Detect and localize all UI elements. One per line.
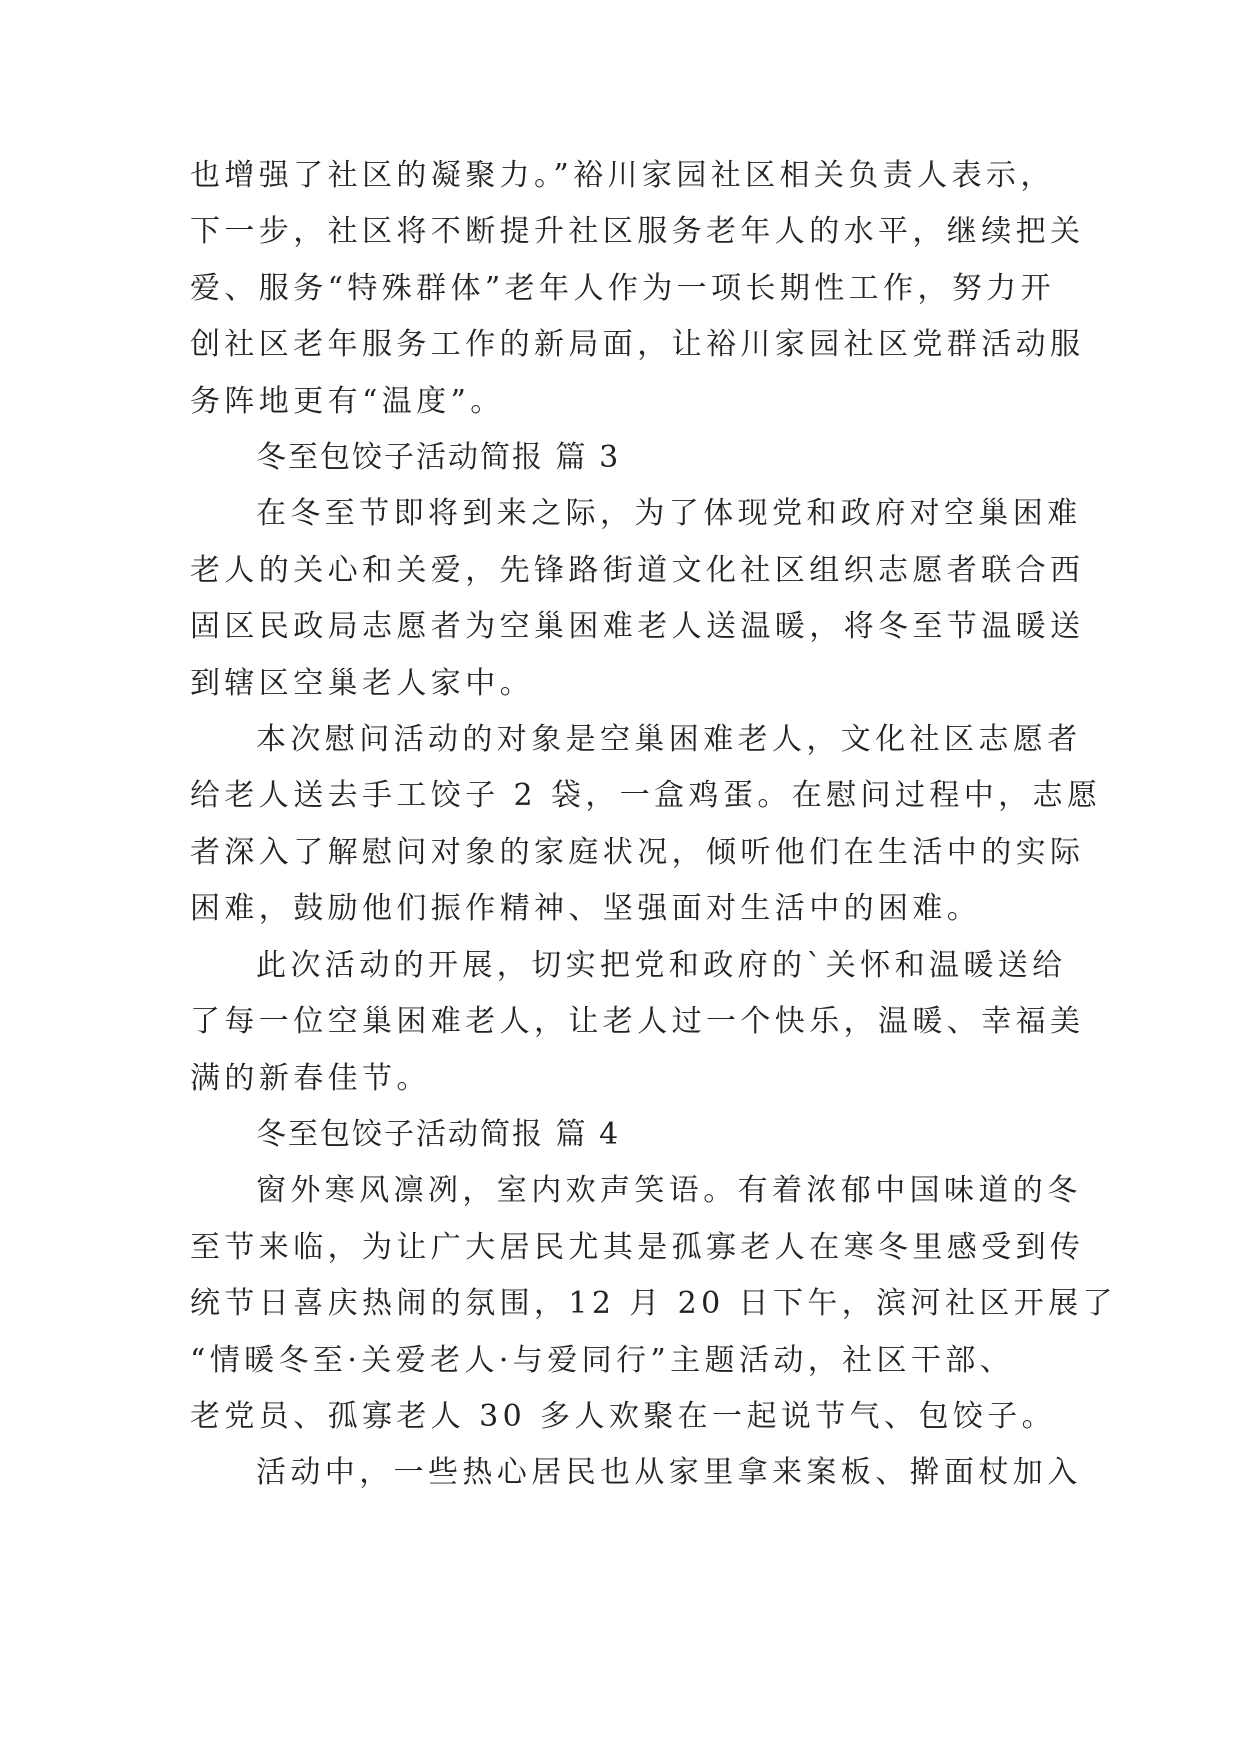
paragraph-line: 下一步，社区将不断提升社区服务老年人的水平，继续把关 xyxy=(190,214,1085,250)
body-paragraph xyxy=(190,712,1102,938)
paragraph-line: 固区民政局志愿者为空巢困难老人送温暖，将冬至节温暖送 xyxy=(190,609,1085,645)
paragraph-line: 者深入了解慰问对象的家庭状况，倾听他们在生活中的实际 xyxy=(190,834,1085,870)
paragraph-line: 了每一位空巢困难老人，让老人过一个快乐，温暖、幸福美 xyxy=(190,1004,1085,1040)
section-heading: 冬至包饺子活动简报 篇 4 xyxy=(256,1116,621,1152)
paragraph-line: 爱、服务“特殊群体”老年人作为一项长期性工作，努力开 xyxy=(190,270,1056,306)
paragraph-line: 此次活动的开展，切实把党和政府的`关怀和温暖送给 xyxy=(256,947,1067,983)
body-paragraph xyxy=(190,938,1085,1107)
paragraph-line: 创社区老年服务工作的新局面，让裕川家园社区党群活动服 xyxy=(190,327,1085,363)
paragraph-line: 老人的关心和关爱，先锋路街道文化社区组织志愿者联合西 xyxy=(190,552,1085,588)
paragraph-line: 老党员、孤寡老人 30 多人欢聚在一起说节气、包饺子。 xyxy=(190,1398,1057,1434)
paragraph-line: 也增强了社区的凝聚力。”裕川家园社区相关负责人表示， xyxy=(190,158,1055,193)
section-heading: 冬至包饺子活动简报 篇 3 xyxy=(256,440,621,476)
paragraph-line: 统节日喜庆热闹的氛围，12 月 20 日下午，滨河社区开展了 xyxy=(190,1286,1117,1322)
paragraph-line: 本次慰问活动的对象是空巢困难老人，文化社区志愿者 xyxy=(256,722,1082,758)
paragraph-line: 活动中，一些热心居民也从家里拿来案板、擀面杖加入 xyxy=(256,1455,1082,1491)
document-page xyxy=(190,148,1117,1502)
paragraph-line: 给老人送去手工饺子 2 袋，一盒鸡蛋。在慰问过程中，志愿 xyxy=(190,778,1102,814)
paragraph-line: 窗外寒风凛冽，室内欢声笑语。有着浓郁中国味道的冬 xyxy=(256,1173,1082,1209)
paragraph-line: 至节来临，为让广大居民尤其是孤寡老人在寒冬里感受到传 xyxy=(190,1229,1085,1265)
paragraph-line: “情暖冬至·关爱老人·与爱同行”主题活动，社区干部、 xyxy=(190,1342,1015,1378)
paragraph-line: 困难，鼓励他们振作精神、坚强面对生活中的困难。 xyxy=(190,891,982,927)
paragraph-line: 到辖区空巢老人家中。 xyxy=(190,665,534,701)
body-paragraph xyxy=(190,486,1085,712)
body-paragraph xyxy=(190,1445,1082,1501)
body-paragraph xyxy=(190,148,1085,430)
paragraph-line: 满的新春佳节。 xyxy=(190,1060,431,1096)
body-paragraph xyxy=(190,1163,1117,1445)
paragraph-line: 务阵地更有“温度”。 xyxy=(190,383,505,419)
paragraph-line: 在冬至节即将到来之际，为了体现党和政府对空巢困难 xyxy=(256,496,1082,532)
